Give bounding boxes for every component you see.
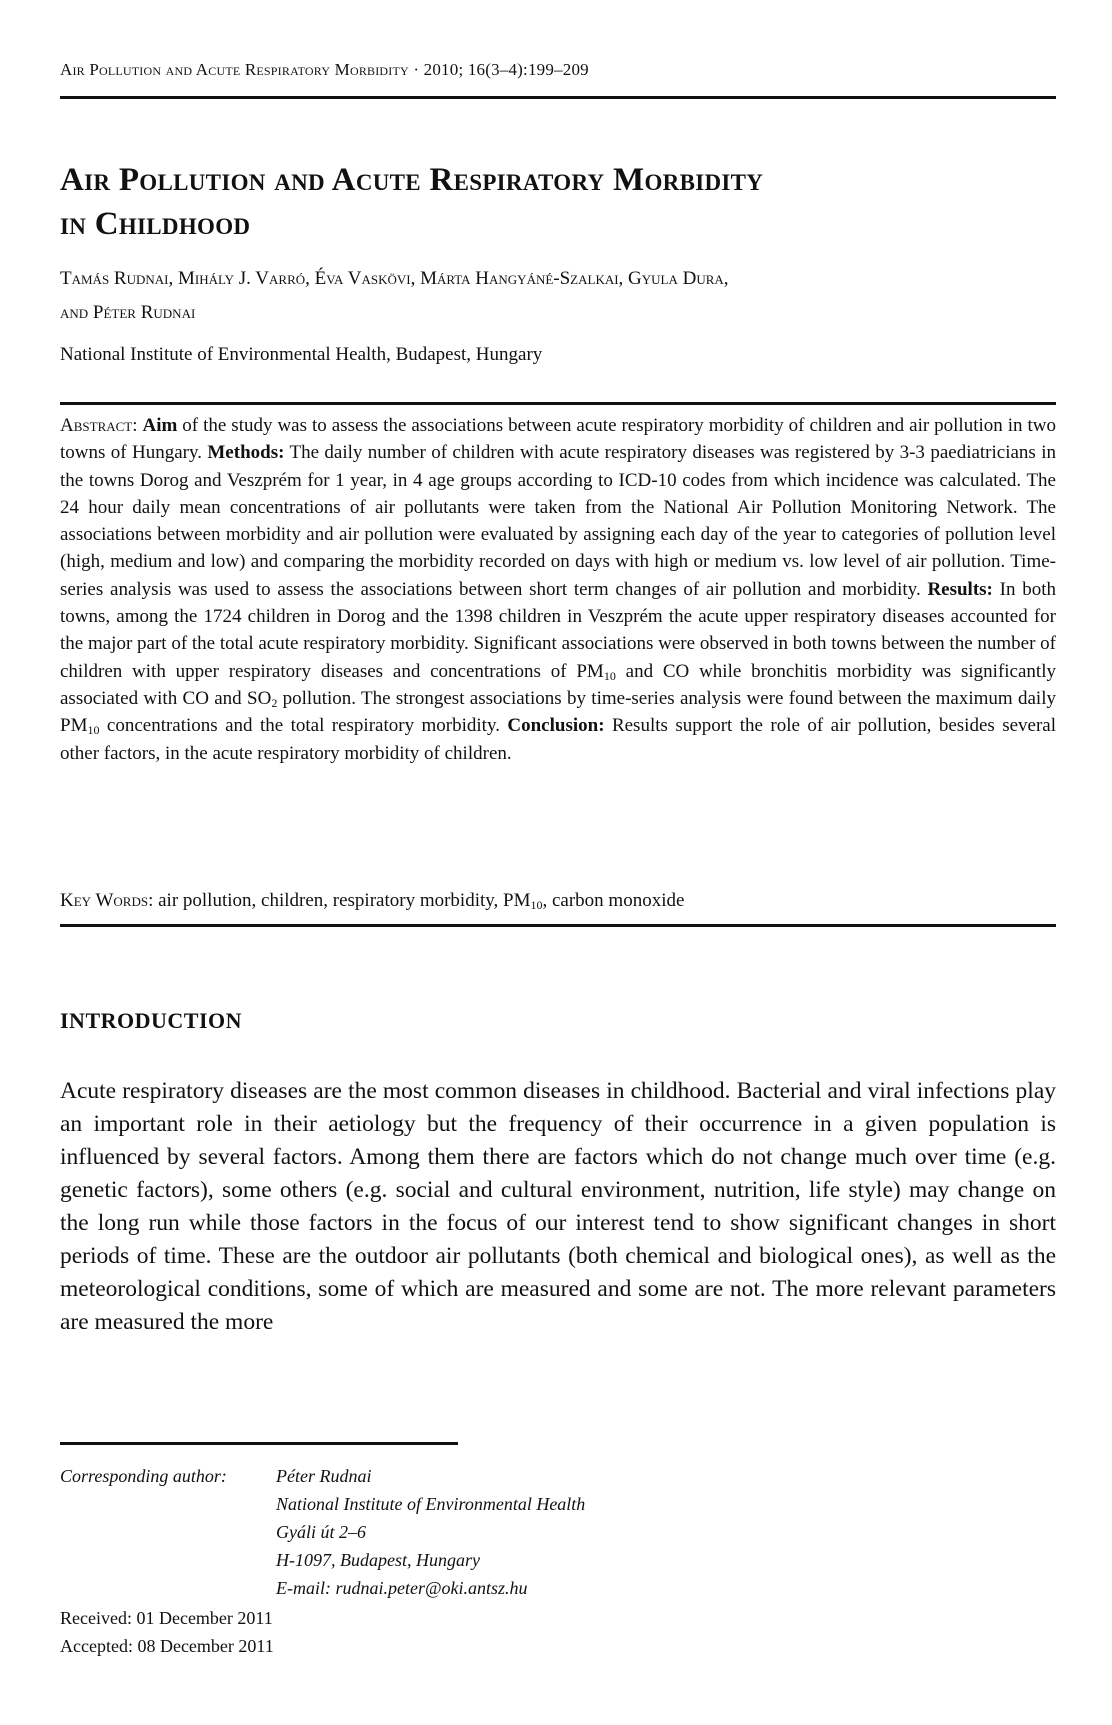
article-title — [60, 158, 1056, 246]
results-text: concentrations and the total respiratory morbidity. — [99, 715, 508, 737]
aim-text: of the study was to assess the associations between acute respiratory morbidity of children and air pollution in two towns of Hungary. — [60, 415, 1057, 464]
article-title-line-2: in Childhood — [60, 206, 251, 242]
results-text: In both towns, among the 1724 children in Dorog and the 1398 children in Veszprém the acute upper respiratory diseases accounted for the major part of the total acute respiratory morbidity. Significant associations were observed in both towns between the number of children with upper respiratory diseases and concentrations of PM — [60, 578, 1056, 682]
article-dates — [60, 1604, 274, 1660]
results-label: Results: — [927, 578, 993, 600]
corresponding-author-email: E-mail: rudnai.peter@oki.antsz.hu — [276, 1578, 528, 1598]
corresponding-author-name: Péter Rudnai — [276, 1466, 372, 1486]
conclusion-label: Conclusion: — [507, 715, 605, 737]
corresponding-author-label: Corresponding author: — [60, 1466, 227, 1486]
results-text: and CO while bronchitis morbidity was significantly associated with CO and SO — [60, 660, 1056, 709]
abstract — [60, 412, 1056, 767]
abstract-top-rule — [60, 402, 1056, 405]
corresponding-author-street: Gyáli út 2–6 — [276, 1522, 366, 1542]
introduction-paragraph: Acute respiratory diseases are the most common diseases in childhood. Bacterial and viral infections play an important role in their aetiology but the frequency of their occurrence in a given population is influenced by several factors. Among them there are factors which do not change much over time (e.g. genetic factors), some others (e.g. social and cultural environment, nutrition, life style) may change on the long run while those factors in the focus of our interest tend to show significant changes in short periods of time. These are the outdoor air pollutants (both chemical and biological ones), as well as the meteorological conditions, some of which are measured and some are not. The more relevant parameters are measured the more — [60, 1078, 1056, 1335]
subscript: 10 — [87, 723, 100, 738]
results-text: pollution. The strongest associations by time-series analysis were found between the maximum daily PM — [60, 687, 1056, 737]
conclusion-text: Results support the role of air pollution, besides several other factors, in the acute respiratory morbidity of children. — [60, 715, 1056, 764]
running-head-title: Air Pollution and Acute Respiratory Morbidity — [60, 60, 409, 79]
subscript: 10 — [530, 898, 543, 912]
subscript: 2 — [271, 695, 278, 710]
keywords — [60, 890, 1056, 912]
aim-label: Aim — [142, 415, 178, 436]
running-head — [60, 60, 589, 80]
affiliation: National Institute of Environmental Health, Budapest, Hungary — [60, 344, 543, 365]
received-date: Received: 01 December 2011 — [60, 1608, 273, 1628]
subscript: 10 — [603, 668, 616, 683]
article-title-line-1: Air Pollution and Acute Respiratory Morbidity — [60, 162, 764, 198]
keywords-text: air pollution, children, respiratory morbidity, PM — [153, 890, 531, 911]
methods-label: Methods: — [207, 442, 285, 464]
keywords-text: , carbon monoxide — [542, 890, 685, 911]
corresponding-author-institution: National Institute of Environmental Health — [276, 1494, 586, 1514]
running-head-citation: · 2010; 16(3–4):199–209 — [408, 60, 589, 79]
author-list-line-1: Tamás Rudnai, Mihály J. Varró, Éva Vaskövi, Márta Hangyáné-Szalkai, Gyula Dura, — [60, 268, 729, 289]
author-list-line-2: and Péter Rudnai — [60, 302, 196, 323]
corresponding-author-details — [276, 1462, 585, 1602]
abstract-label: Abstract: — [60, 415, 138, 436]
keywords-label: Key Words: — [60, 890, 154, 911]
author-list — [60, 262, 1056, 330]
section-heading-introduction: INTRODUCTION — [60, 1008, 243, 1033]
footnote-rule — [60, 1442, 458, 1445]
accepted-date: Accepted: 08 December 2011 — [60, 1636, 274, 1656]
corresponding-author-city: H-1097, Budapest, Hungary — [276, 1550, 480, 1570]
abstract-bottom-rule — [60, 924, 1056, 927]
header-rule — [60, 96, 1056, 99]
methods-text: The daily number of children with acute respiratory diseases was registered by 3-3 paediatricians in the towns Dorog and Veszprém for 1 year, in 4 age groups according to ICD-10 codes from which incidence was calculated. The 24 hour daily mean concentrations of air pollutants were taken from the National Air Pollution Monitoring Network. The associations between morbidity and air pollution were evaluated by assigning each day of the year to categories of pollution level (high, medium and low) and comparing the morbidity recorded on days with high or medium vs. low level of air pollution. Time-series analysis was used to assess the associations between short term changes of air pollution and morbidity. — [60, 442, 1056, 600]
